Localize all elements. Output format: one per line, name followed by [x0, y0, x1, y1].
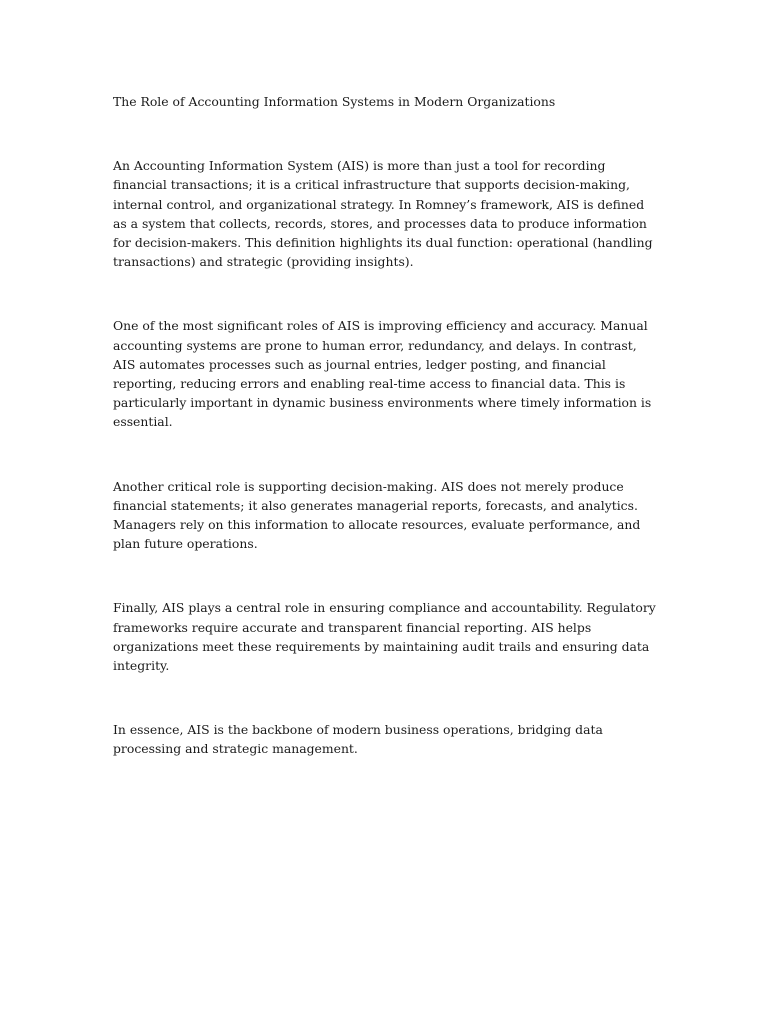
- document-body: [113, 92, 661, 804]
- document-title: The Role of Accounting Information Systems in Modern Organizations: [113, 94, 556, 109]
- paragraph-compliance: Finally, AIS plays a central role in ensuring compliance and accountability. Regulatory frameworks require accurate and transparent financial reporting. AIS helps organizations meet these requirements by maintaining audit trails and ensuring data integrity.: [113, 600, 656, 674]
- paragraph-conclusion: In essence, AIS is the backbone of modern business operations, bridging data processing and strategic management.: [113, 722, 603, 757]
- paragraph-decision-making: Another critical role is supporting decision-making. AIS does not merely produce financial statements; it also generates managerial reports, forecasts, and analytics. Managers rely on this information to allocate resources, evaluate performance, and plan future operations.: [113, 478, 641, 552]
- paragraph-efficiency: One of the most significant roles of AIS is improving efficiency and accuracy. Manual accounting systems are prone to human error, redundancy, and delays. In contrast, AIS automates processes such as journal entries, ledger posting, and financial reporting, reducing errors and enabling real-time access to financial data. This is particularly important in dynamic business environments where timely information is essential.: [113, 318, 652, 430]
- paragraph-definition: An Accounting Information System (AIS) is more than just a tool for recording financial transactions; it is a critical infrastructure that supports decision-making, internal control, and organizational strategy. In Romney’s framework, AIS is defined as a system that collects, records, stores, and processes data to produce information for decision-makers. This definition highlights its dual function: operational (handling transactions) and strategic (providing insights).: [113, 158, 653, 270]
